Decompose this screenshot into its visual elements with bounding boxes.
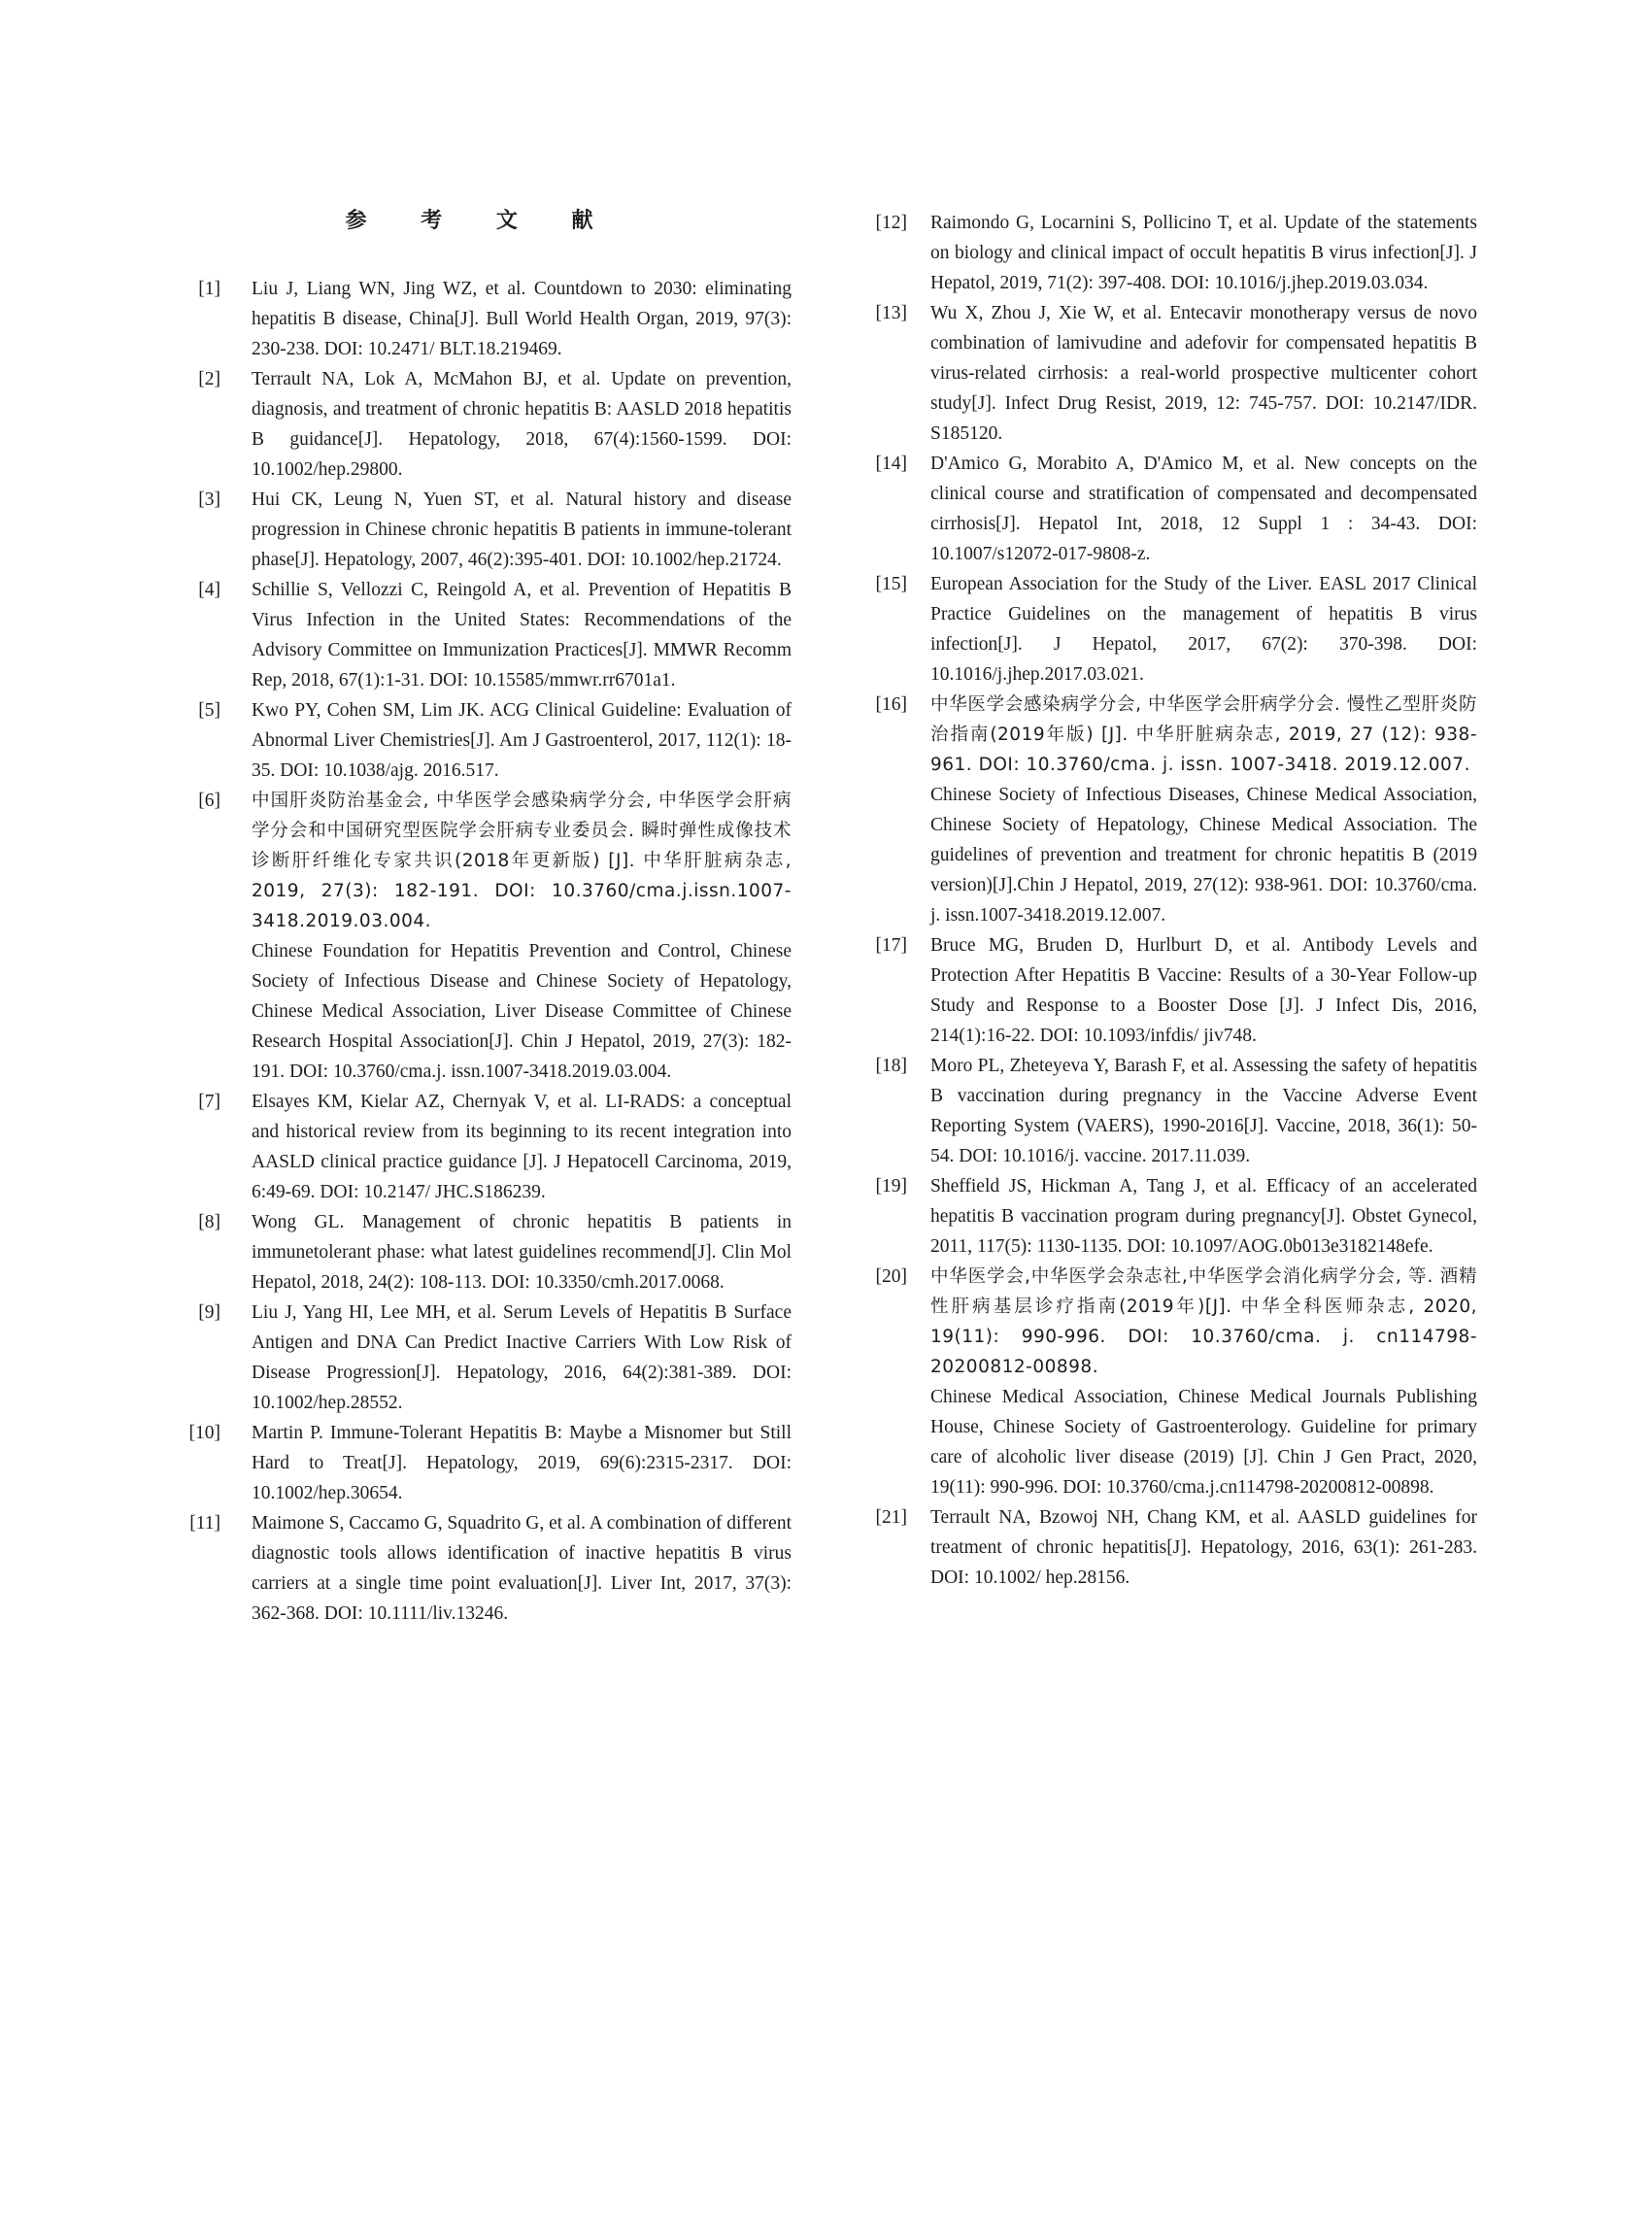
reference-number: [6]: [198, 791, 220, 811]
reference-text: European Association for the Study of the Liver. EASL 2017 Clinical Practice Guidelines on the management of hepatitis B virus infection[J]. J Hepatol, 2017, 67(2): 370-398. DOI: 10.1016/j.jhep.2017.03.021.: [930, 574, 1477, 685]
reference-text: Schillie S, Vellozzi C, Reingold A, et al. Prevention of Hepatitis B Virus Infection in the United States: Recommendations of the Advisory Committee on Immunization Practices[J]. MMWR Recomm Rep, 2018, 67(1):1-31. DOI: 10.15585/mmwr.rr6701a1.: [252, 580, 792, 691]
reference-text: Liu J, Yang HI, Lee MH, et al. Serum Levels of Hepatitis B Surface Antigen and DNA Can Predict Inactive Carriers With Low Risk of Disease Progression[J]. Hepatology, 2016, 64(2):381-389. DOI: 10.1002/hep.28552.: [252, 1302, 792, 1413]
reference-number: [13]: [875, 303, 907, 323]
reference-item: [180, 575, 792, 695]
reference-number: [19]: [875, 1176, 907, 1197]
reference-item: [180, 695, 792, 786]
references-right-column: [860, 208, 1477, 1593]
reference-item: [180, 1418, 792, 1508]
reference-item: [180, 786, 792, 1087]
reference-text: Hui CK, Leung N, Yuen ST, et al. Natural history and disease progression in Chinese chronic hepatitis B patients in immune-tolerant phase[J]. Hepatology, 2007, 46(2):395-401. DOI: 10.1002/hep.21724.: [252, 489, 792, 570]
reference-item: [180, 364, 792, 485]
reference-number: [2]: [198, 369, 220, 389]
reference-text: D'Amico G, Morabito A, D'Amico M, et al. New concepts on the clinical course and stratification of compensated and decompensated cirrhosis[J]. Hepatol Int, 2018, 12 Suppl 1 : 34-43. DOI: 10.1007/s12072-017-9808-z.: [930, 454, 1477, 564]
reference-number: [12]: [875, 213, 907, 233]
reference-text: Terrault NA, Lok A, McMahon BJ, et al. Update on prevention, diagnosis, and treatment of chronic hepatitis B: AASLD 2018 hepatitis B guidance[J]. Hepatology, 2018, 67(4):1560-1599. DOI: 10.1002/hep.29800.: [252, 369, 792, 480]
reference-number: [17]: [875, 935, 907, 956]
reference-number: [9]: [198, 1302, 220, 1323]
reference-text: Chinese Foundation for Hepatitis Prevention and Control, Chinese Society of Infectious Disease and Chinese Society of Hepatology, Chinese Medical Association, Liver Disease Committee of Chinese Research Hospital Association[J]. Chin J Hepatol, 2019, 27(3): 182-191. DOI: 10.3760/cma.j. issn.1007-3418.2019.03.004.: [252, 941, 792, 1082]
reference-item: [860, 1051, 1477, 1171]
reference-text: Wu X, Zhou J, Xie W, et al. Entecavir monotherapy versus de novo combination of lamivudine and adefovir for compensated hepatitis B virus-related cirrhosis: a real-world prospective multicenter cohort study[J]. Infect Drug Resist, 2019, 12: 745-757. DOI: 10.2147/IDR. S185120.: [930, 303, 1477, 444]
reference-text: Bruce MG, Bruden D, Hurlburt D, et al. Antibody Levels and Protection After Hepatitis B Vaccine: Results of a 30-Year Follow-up Study and Response to a Booster Dose [J]. J Infect Dis, 2016, 214(1):16-22. DOI: 10.1093/infdis/ jiv748.: [930, 935, 1477, 1046]
reference-text: Chinese Society of Infectious Diseases, Chinese Medical Association, Chinese Society of Hepatology, Chinese Medical Association. The guidelines of prevention and treatment for chronic hepatitis B (2019 version)[J].Chin J Hepatol, 2019, 27(12): 938-961. DOI: 10.3760/cma. j. issn.1007-3418.2019.12.007.: [930, 785, 1477, 926]
reference-text-chinese: 中国肝炎防治基金会, 中华医学会感染病学分会, 中华医学会肝病学分会和中国研究型医院学会肝病专业委员会. 瞬时弹性成像技术诊断肝纤维化专家共识(2018年更新版) [J]. 中华肝脏病杂志, 2019, 27(3): 182-191. DOI: 10.3760/cma.j.issn.1007-3418.2019.03.004.: [252, 791, 792, 931]
reference-number: [7]: [198, 1092, 220, 1112]
reference-number: [16]: [875, 694, 907, 715]
reference-item: [180, 485, 792, 575]
reference-text: Sheffield JS, Hickman A, Tang J, et al. Efficacy of an accelerated hepatitis B vaccination program during pregnancy[J]. Obstet Gynecol, 2011, 117(5): 1130-1135. DOI: 10.1097/AOG.0b013e3182148efe.: [930, 1176, 1477, 1257]
reference-number: [20]: [875, 1266, 907, 1287]
reference-text: Moro PL, Zheteyeva Y, Barash F, et al. Assessing the safety of hepatitis B vaccination during pregnancy in the Vaccine Adverse Event Reporting System (VAERS), 1990-2016[J]. Vaccine, 2018, 36(1): 50-54. DOI: 10.1016/j. vaccine. 2017.11.039.: [930, 1056, 1477, 1166]
reference-text: Kwo PY, Cohen SM, Lim JK. ACG Clinical Guideline: Evaluation of Abnormal Liver Chemistries[J]. Am J Gastroenterol, 2017, 112(1): 18-35. DOI: 10.1038/ajg. 2016.517.: [252, 700, 792, 781]
reference-text: Martin P. Immune-Tolerant Hepatitis B: Maybe a Misnomer but Still Hard to Treat[J]. Hepatology, 2019, 69(6):2315-2317. DOI: 10.1002/hep.30654.: [252, 1423, 792, 1503]
reference-number: [8]: [198, 1212, 220, 1232]
reference-item: [860, 449, 1477, 569]
reference-item: [180, 1298, 792, 1418]
reference-item: [180, 1087, 792, 1207]
reference-number: [14]: [875, 454, 907, 474]
reference-text: Maimone S, Caccamo G, Squadrito G, et al. A combination of different diagnostic tools allows identification of inactive hepatitis B virus carriers at a single time point evaluation[J]. Liver Int, 2017, 37(3): 362-368. DOI: 10.1111/liv.13246.: [252, 1513, 792, 1624]
reference-item: [860, 690, 1477, 930]
reference-number: [15]: [875, 574, 907, 594]
reference-item: [180, 1508, 792, 1629]
reference-number: [11]: [189, 1513, 220, 1534]
reference-number: [18]: [875, 1056, 907, 1076]
reference-item: [860, 298, 1477, 449]
reference-text: Chinese Medical Association, Chinese Medical Journals Publishing House, Chinese Society of Gastroenterology. Guideline for primary care of alcoholic liver disease (2019) [J]. Chin J Gen Pract, 2020, 19(11): 990-996. DOI: 10.3760/cma.j.cn114798-20200812-00898.: [930, 1387, 1477, 1498]
reference-number: [5]: [198, 700, 220, 721]
reference-text: Wong GL. Management of chronic hepatitis B patients in immunetolerant phase: what latest guidelines recommend[J]. Clin Mol Hepatol, 2018, 24(2): 108-113. DOI: 10.3350/cmh.2017.0068.: [252, 1212, 792, 1293]
reference-number: [4]: [198, 580, 220, 600]
reference-item: [860, 1171, 1477, 1262]
reference-item: [180, 274, 792, 364]
references-left-column: [180, 274, 792, 1629]
reference-item: [860, 569, 1477, 690]
references-heading: 参 考 文 献: [345, 209, 617, 233]
reference-text-chinese: 中华医学会,中华医学会杂志社,中华医学会消化病学分会, 等. 酒精性肝病基层诊疗指南(2019年)[J]. 中华全科医师杂志, 2020, 19(11): 990-996. DOI: 10.3760/cma. j. cn114798-20200812-00898.: [930, 1266, 1477, 1377]
reference-item: [860, 1502, 1477, 1593]
reference-number: [21]: [875, 1507, 907, 1528]
reference-text: Elsayes KM, Kielar AZ, Chernyak V, et al. LI-RADS: a conceptual and historical review from its beginning to its recent integration into AASLD clinical practice guidance [J]. J Hepatocell Carcinoma, 2019, 6:49-69. DOI: 10.2147/ JHC.S186239.: [252, 1092, 792, 1202]
reference-item: [860, 930, 1477, 1051]
reference-number: [3]: [198, 489, 220, 510]
reference-text: Terrault NA, Bzowoj NH, Chang KM, et al. AASLD guidelines for treatment of chronic hepatitis[J]. Hepatology, 2016, 63(1): 261-283. DOI: 10.1002/ hep.28156.: [930, 1507, 1477, 1588]
reference-item: [180, 1207, 792, 1298]
reference-text-chinese: 中华医学会感染病学分会, 中华医学会肝病学分会. 慢性乙型肝炎防治指南(2019年版) [J]. 中华肝脏病杂志, 2019, 27 (12): 938-961. DOI: 10.3760/cma. j. issn. 1007-3418. 2019.12.007.: [930, 694, 1477, 775]
reference-number: [1]: [198, 279, 220, 299]
reference-number: [10]: [188, 1423, 220, 1443]
reference-item: [860, 1262, 1477, 1502]
reference-item: [860, 208, 1477, 298]
reference-text: Raimondo G, Locarnini S, Pollicino T, et al. Update of the statements on biology and clinical impact of occult hepatitis B virus infection[J]. J Hepatol, 2019, 71(2): 397-408. DOI: 10.1016/j.jhep.2019.03.034.: [930, 213, 1477, 293]
reference-text: Liu J, Liang WN, Jing WZ, et al. Countdown to 2030: eliminating hepatitis B disease, China[J]. Bull World Health Organ, 2019, 97(3): 230-238. DOI: 10.2471/ BLT.18.219469.: [252, 279, 792, 359]
